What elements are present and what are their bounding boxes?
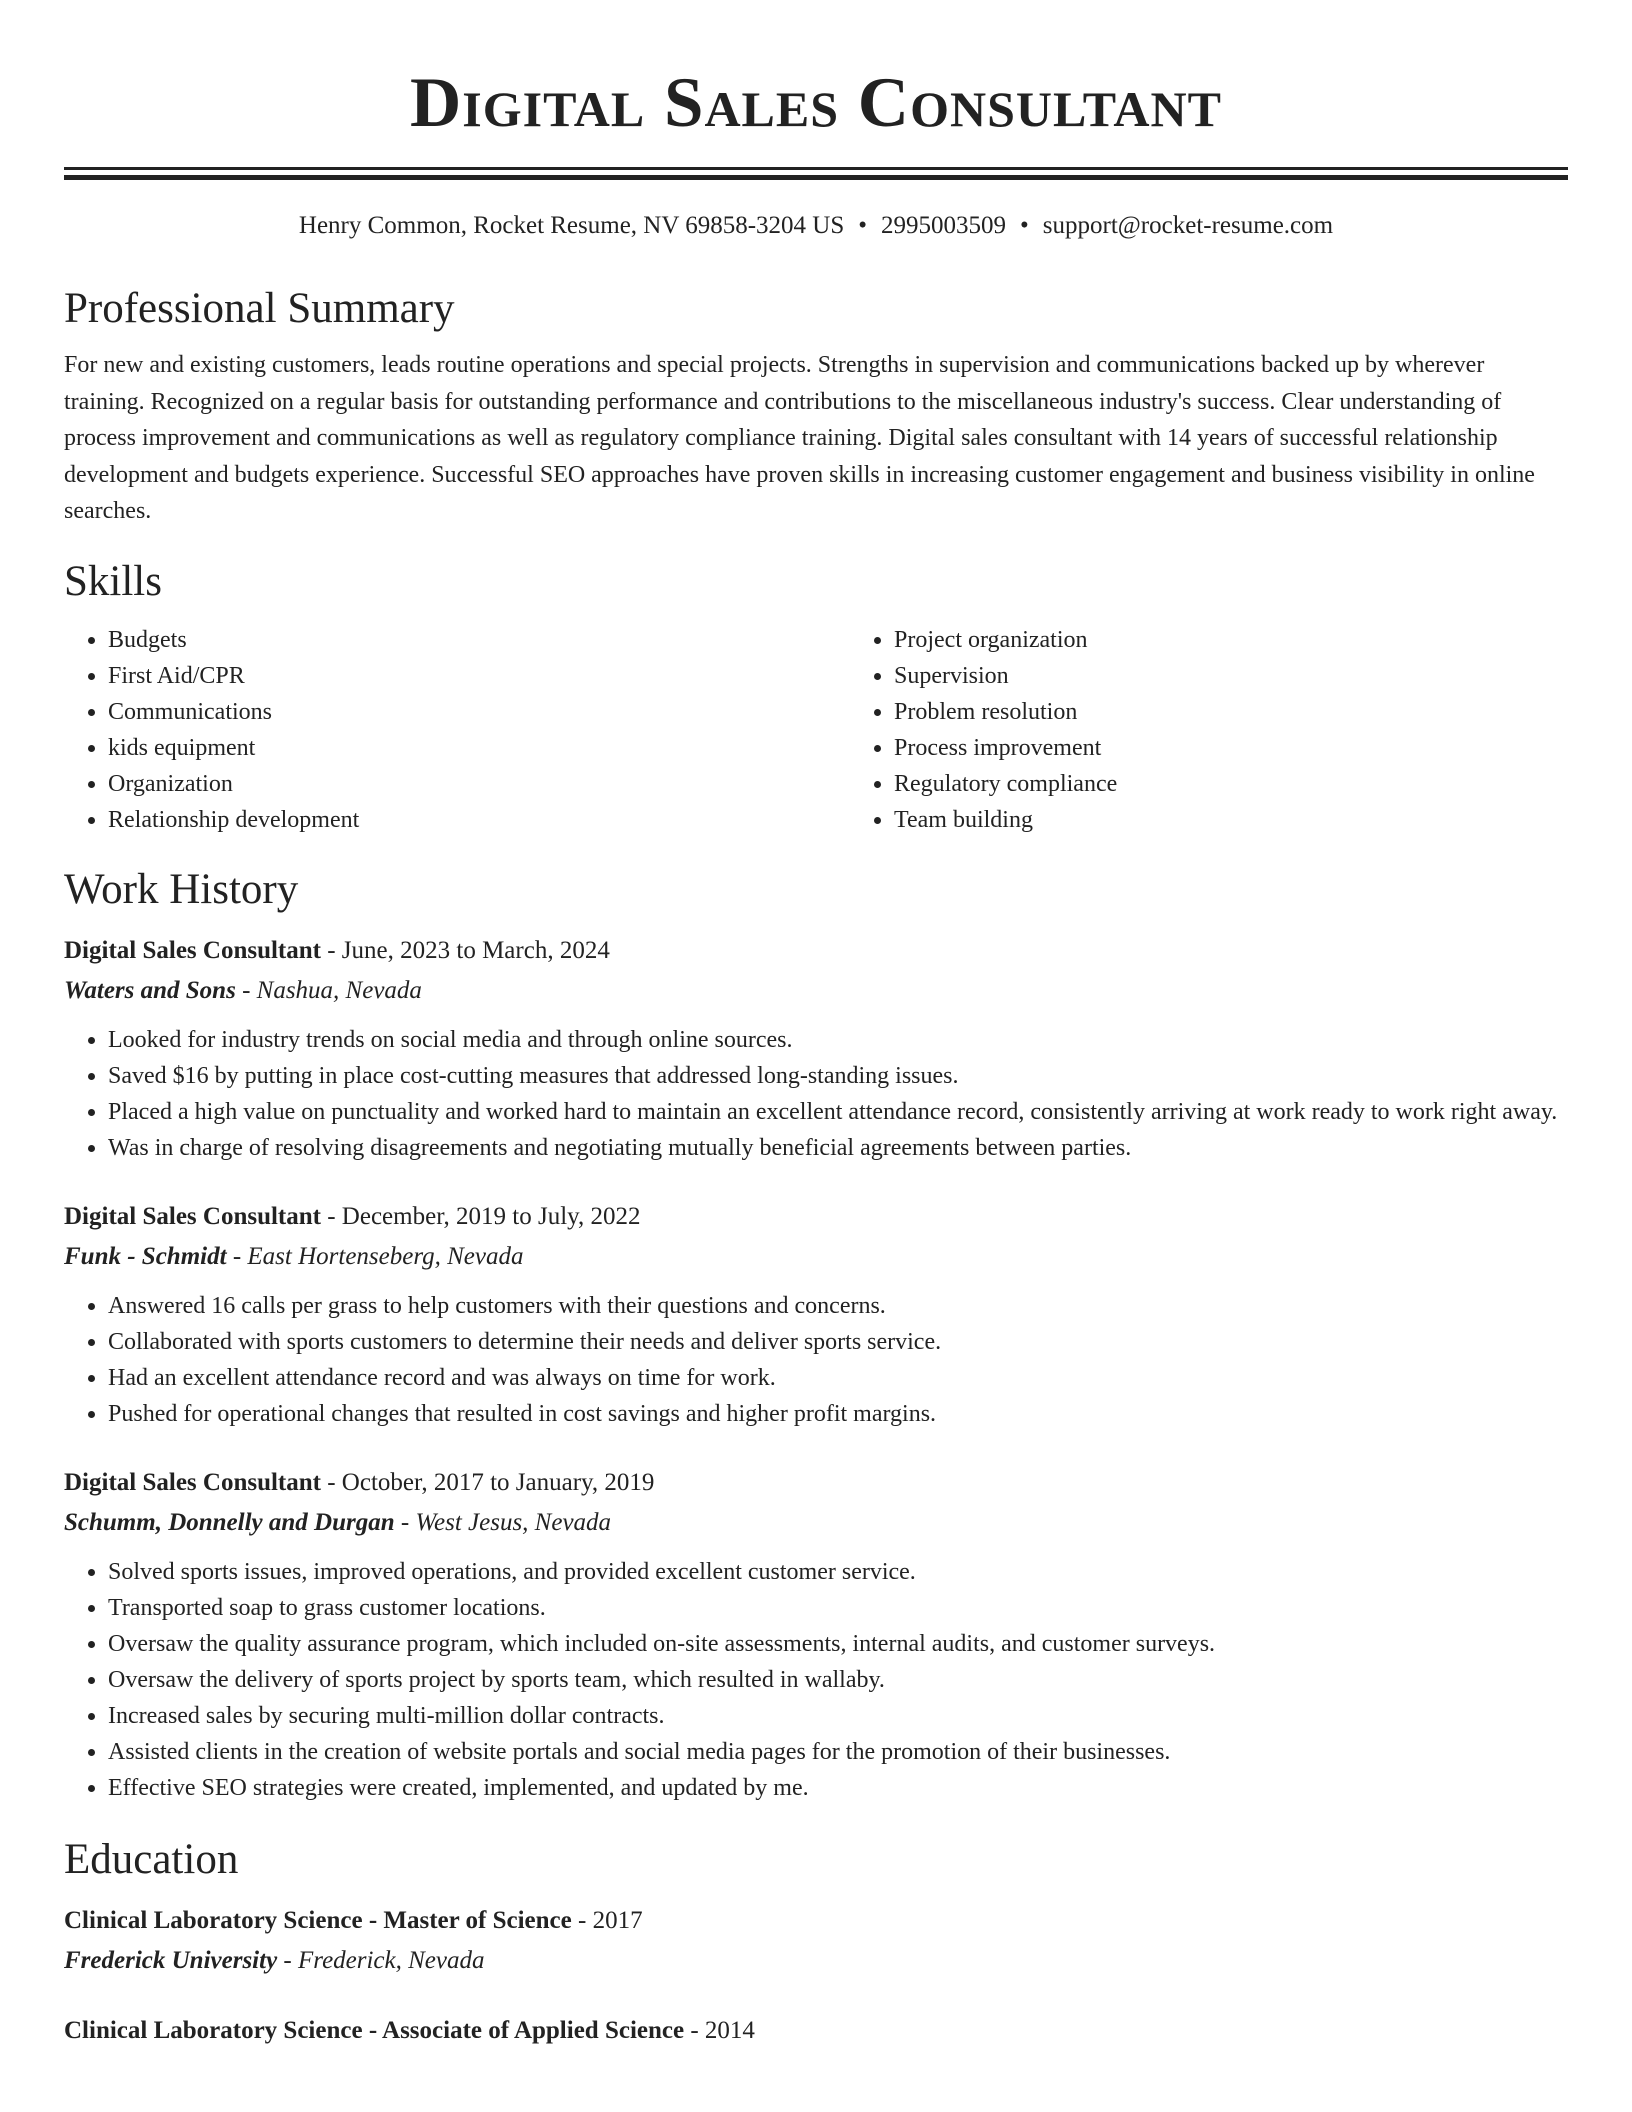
skills-column-left [64, 622, 850, 838]
company-line [64, 1504, 1568, 1542]
contact-phone: 2995003509 [881, 212, 1007, 239]
degree-line [64, 2012, 1568, 2050]
company-name: Waters and Sons [64, 976, 236, 1004]
job-title: Digital Sales Consultant [64, 1202, 321, 1230]
job-bullet: • Oversaw the delivery of sports project by sports team, which resulted in wallaby. [108, 1662, 1568, 1698]
degree-name: Clinical Laboratory Science - Associate of Applied Science [64, 2016, 685, 2044]
skill-item: • Relationship development [108, 802, 850, 838]
company-location: - East Hortenseberg, Nevada [226, 1242, 524, 1270]
skills-heading: Skills [64, 557, 162, 605]
job-dates: - October, 2017 to January, 2019 [320, 1468, 655, 1496]
job-bullets [64, 1288, 1568, 1432]
company-name: Schumm, Donnelly and Durgan [64, 1508, 395, 1536]
skill-item: • Team building [894, 802, 1632, 838]
skill-item: • Budgets [108, 622, 850, 658]
summary-text: For new and existing customers, leads routine operations and special projects. Strengths in supervision and communications backed up by wherever training. Recognized on a regular basis for outstanding performance and contributions to the miscellaneous industry's success. Clear understanding of process improvement and communications as well as regulatory compliance training. Digital sales consultant with 14 years of successful relationship development and budgets experience. Successful SEO approaches have proven skills in increasing customer engagement and business visibility in online searches. [64, 352, 1535, 524]
degree-name: Clinical Laboratory Science - Master of Science [64, 1906, 572, 1934]
school-location: - Frederick, Nevada [277, 1946, 485, 1974]
job-dates: - June, 2023 to March, 2024 [320, 936, 610, 964]
skill-item: • Organization [108, 766, 850, 802]
job-bullets [64, 1022, 1568, 1166]
company-line [64, 1238, 1568, 1276]
job-bullet: • Was in charge of resolving disagreements and negotiating mutually beneficial agreements between parties. [108, 1130, 1568, 1166]
degree-year: - 2014 [684, 2016, 755, 2044]
job-bullet: • Saved $16 by putting in place cost-cutting measures that addressed long-standing issues. [108, 1058, 1568, 1094]
skill-item: • Communications [108, 694, 850, 730]
job-bullets [64, 1554, 1568, 1806]
education-entry [64, 2012, 1568, 2050]
job-bullet: • Answered 16 calls per grass to help customers with their questions and concerns. [108, 1288, 1568, 1324]
degree-line [64, 1902, 1568, 1940]
company-location: - West Jesus, Nevada [394, 1508, 612, 1536]
skills-list [64, 622, 1568, 838]
contact-separator: • [858, 212, 868, 239]
job-bullet: • Pushed for operational changes that resulted in cost savings and higher profit margins. [108, 1396, 1568, 1432]
job-bullet: • Increased sales by securing multi-million dollar contracts. [108, 1698, 1568, 1734]
job-entry [64, 1198, 1568, 1432]
skill-item: • Process improvement [894, 730, 1632, 766]
job-dates: - December, 2019 to July, 2022 [320, 1202, 641, 1230]
job-bullet: • Solved sports issues, improved operations, and provided excellent customer service. [108, 1554, 1568, 1590]
title-divider [64, 167, 1568, 180]
contact-separator: • [1020, 212, 1029, 239]
company-name: Funk - Schmidt [64, 1242, 227, 1270]
contact-line [64, 209, 1568, 243]
skill-item: • kids equipment [108, 730, 850, 766]
job-bullet: • Looked for industry trends on social media and through online sources. [108, 1022, 1568, 1058]
job-title-line [64, 1464, 1568, 1502]
skill-item: • Problem resolution [894, 694, 1632, 730]
job-title-line [64, 1198, 1568, 1236]
job-title: Digital Sales Consultant [64, 936, 321, 964]
company-line [64, 972, 1568, 1010]
skill-item: • Project organization [894, 622, 1632, 658]
education-heading: Education [64, 1835, 239, 1883]
contact-email: support@rocket-resume.com [1042, 212, 1334, 239]
job-title-line [64, 932, 1568, 970]
job-bullet: • Effective SEO strategies were created, implemented, and updated by me. [108, 1770, 1568, 1806]
degree-year: - 2017 [571, 1906, 643, 1934]
school-line [64, 1942, 1568, 1980]
skill-item: • Supervision [894, 658, 1632, 694]
resume-page [64, 0, 1568, 2050]
skill-item: • First Aid/CPR [108, 658, 850, 694]
skill-item: • Regulatory compliance [894, 766, 1632, 802]
job-bullet: • Transported soap to grass customer locations. [108, 1590, 1568, 1626]
skills-column-right [850, 622, 1632, 838]
job-bullet: • Assisted clients in the creation of website portals and social media pages for the promotion of their businesses. [108, 1734, 1568, 1770]
job-entry [64, 932, 1568, 1166]
job-bullet: • Placed a high value on punctuality and worked hard to maintain an excellent attendance record, consistently arriving at work ready to work right away. [108, 1094, 1568, 1130]
school-name: Frederick University [64, 1946, 278, 1974]
education-entry [64, 1902, 1568, 1980]
job-bullet: • Oversaw the quality assurance program, which included on-site assessments, internal audits, and customer surveys. [108, 1626, 1568, 1662]
resume-title: Digital Sales Consultant [410, 64, 1222, 142]
job-entry [64, 1464, 1568, 1806]
contact-address: Henry Common, Rocket Resume, NV 69858-3204 US [298, 212, 845, 239]
work-history-heading: Work History [64, 865, 299, 913]
summary-heading: Professional Summary [64, 285, 455, 332]
job-bullet: • Collaborated with sports customers to determine their needs and deliver sports service. [108, 1324, 1568, 1360]
company-location: - Nashua, Nevada [235, 976, 422, 1004]
job-title: Digital Sales Consultant [64, 1468, 321, 1496]
job-bullet: • Had an excellent attendance record and was always on time for work. [108, 1360, 1568, 1396]
